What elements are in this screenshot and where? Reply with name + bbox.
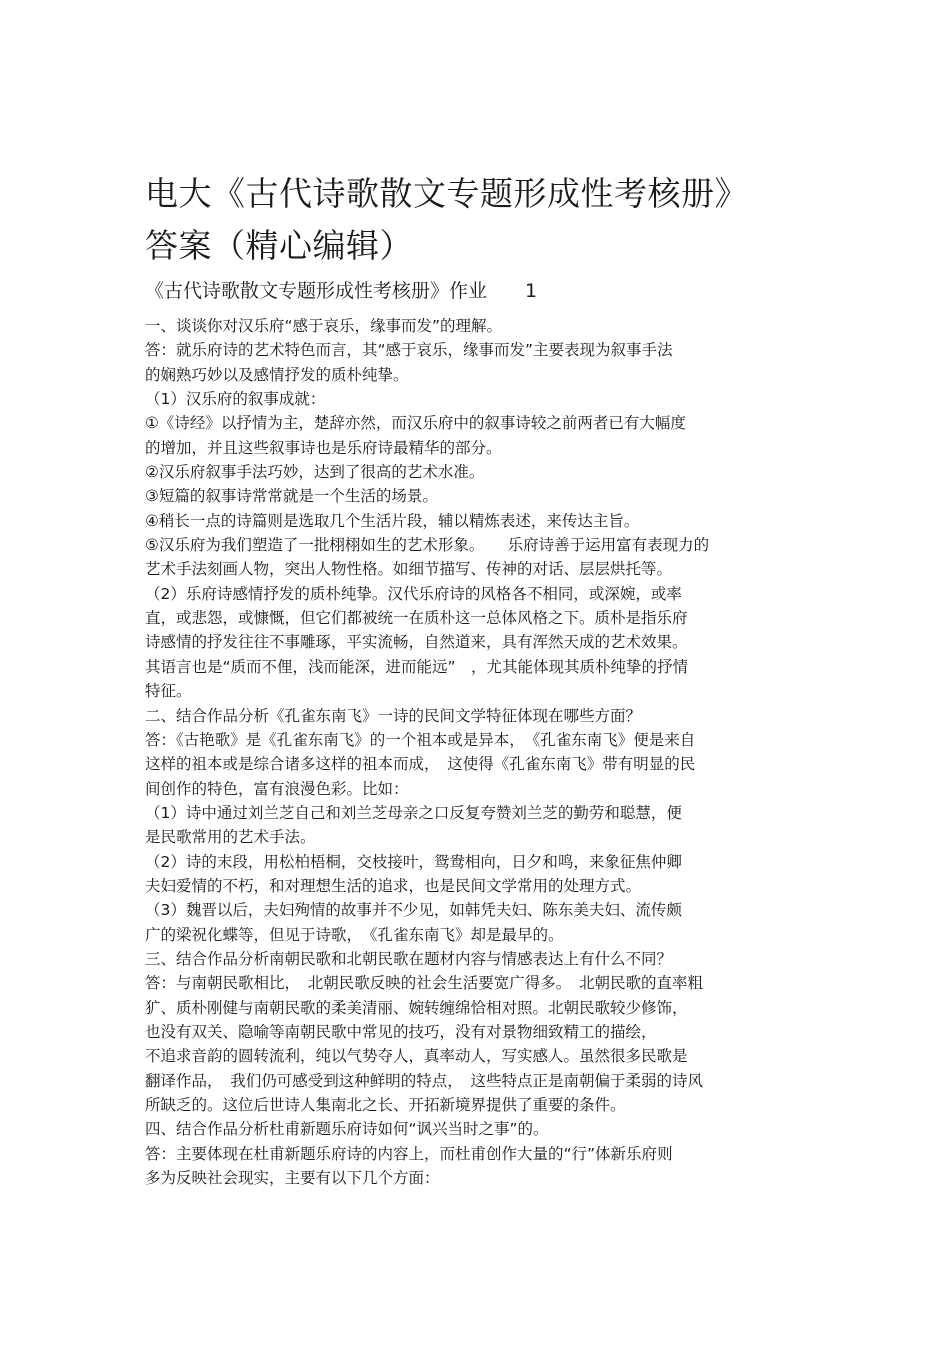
text-line: ②汉乐府叙事手法巧妙，达到了很高的艺术水准。 — [145, 463, 485, 482]
text-line: 夫妇爱情的不朽，和对理想生活的追求，也是民间文学常用的处理方式。 — [145, 876, 642, 895]
text-line: 不追求音韵的圆转流利，纯以气势夺人，真率动人，写实感人。虽然很多民歌是 — [145, 1047, 688, 1066]
text-line: （2）乐府诗感情抒发的质朴纯挚。汉代乐府诗的风格各不相同，或深婉，或率 — [145, 584, 682, 603]
text-line: ④稍长一点的诗篇则是选取几个生活片段，辅以精炼表述，来传达主旨。 — [145, 511, 640, 530]
text-line: 二、结合作品分析《孔雀东南飞》一诗的民间文学特征体现在哪些方面？ — [145, 706, 642, 725]
text-line: 间创作的特色，富有浪漫色彩。比如： — [145, 779, 409, 798]
text-line: 一、谈谈你对汉乐府“感于哀乐，缘事而发”的理解。 — [145, 317, 503, 335]
text-line: 是民歌常用的艺术手法。 — [145, 828, 316, 847]
text-line: 的娴熟巧妙以及感情抒发的质朴纯挚。 — [145, 365, 409, 384]
text-line: ⑤汉乐府为我们塑造了一批栩栩如生的艺术形象。 乐府诗善于运用富有表现力的 — [145, 536, 710, 555]
text-line: 答：主要体现在杜甫新题乐府诗的内容上，而杜甫创作大量的“行”体新乐府则 — [145, 1144, 673, 1163]
document-body — [145, 314, 825, 1190]
text-line: （1）诗中通过刘兰芝自己和刘兰芝母亲之口反复夸赞刘兰芝的勤劳和聪慧，便 — [145, 803, 682, 822]
text-line: 广的梁祝化蝶等，但见于诗歌， 《孔雀东南飞》却是最早的。 — [145, 925, 564, 944]
title-line-2: 答案（精心编辑） — [145, 226, 413, 265]
title-line-1: 电大《古代诗歌散文专题形成性考核册》 — [145, 174, 748, 213]
document-title — [145, 168, 825, 272]
text-line: （2）诗的末段，用松柏梧桐，交枝接叶，鸳鸯相向，日夕和鸣，来象征焦仲卿 — [145, 852, 682, 871]
text-line: ③短篇的叙事诗常常就是一个生活的场景。 — [145, 487, 438, 506]
text-line: 答：就乐府诗的艺术特色而言，其“感于哀乐，缘事而发”主要表现为叙事手法 — [145, 341, 673, 360]
text-line: 其语言也是“质而不俚，浅而能深，进而能远” ，尤其能体现其质朴纯挚的抒情 — [145, 657, 689, 676]
text-line: 这样的祖本或是综合诸多这样的祖本而成， 这使得《孔雀东南飞》带有明显的民 — [145, 755, 696, 774]
text-line: ①《诗经》以抒情为主，楚辞亦然，而汉乐府中的叙事诗较之前两者已有大幅度 — [145, 414, 686, 433]
text-line: 诗感情的抒发往往不事雕琢，平实流畅，自然道来，具有浑然天成的艺术效果。 — [145, 633, 688, 652]
text-line: 艺术手法刻画人物，突出人物性格。如细节描写、传神的对话、层层烘托等。 — [145, 560, 673, 579]
text-line: 直，或悲怨，或慷慨，但它们都被统一在质朴这一总体风格之下。质朴是指乐府 — [145, 609, 688, 628]
text-line: 犷、质朴刚健与南朝民歌的柔美清丽、婉转缠绵恰相对照。北朝民歌较少修饰， — [145, 998, 688, 1017]
text-line: 答：与南朝民歌相比， 北朝民歌反映的社会生活要宽广得多。 北朝民歌的直率粗 — [145, 974, 704, 993]
text-line: 翻译作品， 我们仍可感受到这种鲜明的特点， 这些特点正是南朝偏于柔弱的诗风 — [145, 1071, 704, 1090]
text-line: 的增加，并且这些叙事诗也是乐府诗最精华的部分。 — [145, 438, 502, 457]
text-line: 所缺乏的。这位后世诗人集南北之长、开拓新境界提供了重要的条件。 — [145, 1096, 626, 1114]
text-line: 答：《古艳歌》是《孔雀东南飞》的一个祖本或是异本， 《孔雀东南飞》便是来自 — [145, 730, 696, 749]
text-line: 多为反映社会现实，主要有以下几个方面： — [145, 1169, 440, 1188]
text-line: （1）汉乐府的叙事成就： — [145, 390, 326, 409]
text-line: 三、结合作品分析南朝民歌和北朝民歌在题材内容与情感表达上有什么不同？ — [145, 949, 673, 968]
subtitle-text: 《古代诗歌散文专题形成性考核册》作业 — [145, 280, 488, 302]
document-subtitle — [145, 276, 537, 306]
subtitle-number: 1 — [525, 280, 538, 302]
text-line: 四、结合作品分析杜甫新题乐府诗如何“讽兴当时之事”的。 — [145, 1120, 549, 1139]
text-line: 特征。 — [145, 682, 192, 701]
text-line: 也没有双关、隐喻等南朝民歌中常见的技巧，没有对景物细致精工的描绘， — [145, 1022, 657, 1041]
text-line: （3）魏晋以后，夫妇殉情的故事并不少见，如韩凭夫妇、陈东美夫妇、流传颇 — [145, 901, 682, 920]
